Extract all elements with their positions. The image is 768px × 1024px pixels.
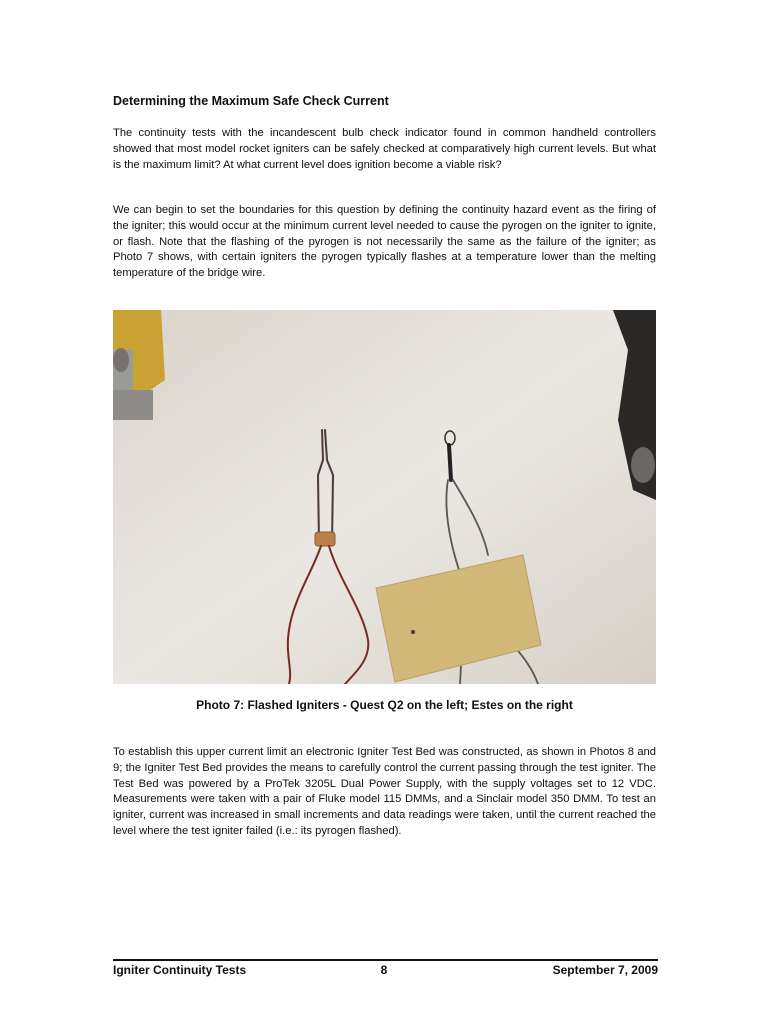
section-heading: Determining the Maximum Safe Check Current bbox=[113, 94, 389, 108]
footer-date: September 7, 2009 bbox=[552, 963, 658, 977]
paragraph-2: We can begin to set the boundaries for this question by defining the continuity hazard event as the firing of the igniter; this would occur at the minimum current level needed to cause the pyrogen on the igniter to ignite, or flash. Note that the flashing of the pyrogen is not necessarily the same as the failure of the igniter; as Photo 7 shows, with certain igniters the pyrogen typically flashes at a temperature lower than the melting temperature of the bridge wire. bbox=[113, 204, 656, 280]
footer-divider bbox=[113, 959, 658, 961]
photo-flashed-igniters bbox=[113, 310, 656, 684]
paragraph-1: The continuity tests with the incandescent bulb check indicator found in common handheld controllers showed that most model rocket igniters can be safely checked at comparatively high current levels. But what is the maximum limit? At what current level does ignition become a viable risk? bbox=[113, 127, 656, 171]
footer-title: Igniter Continuity Tests bbox=[113, 963, 247, 977]
photo-caption: Photo 7: Flashed Igniters - Quest Q2 on the left; Estes on the right bbox=[196, 698, 573, 712]
page-number: 8 bbox=[380, 963, 388, 977]
paragraph-3: To establish this upper current limit an electronic Igniter Test Bed was constructed, as shown in Photos 8 and 9; the Igniter Test Bed provides the means to carefully control the current passing through the test igniter. The Test Bed was powered by a ProTek 3205L Dual Power Supply, with the supply voltages set to 12 VDC. Measurements were taken with a pair of Fluke model 115 DMMs, and a Sinclair model 350 DMM. To test an igniter, current was increased in small increments and data readings were taken, until the current reached the level where the test igniter failed (i.e.: its pyrogen flashed). bbox=[113, 746, 656, 837]
